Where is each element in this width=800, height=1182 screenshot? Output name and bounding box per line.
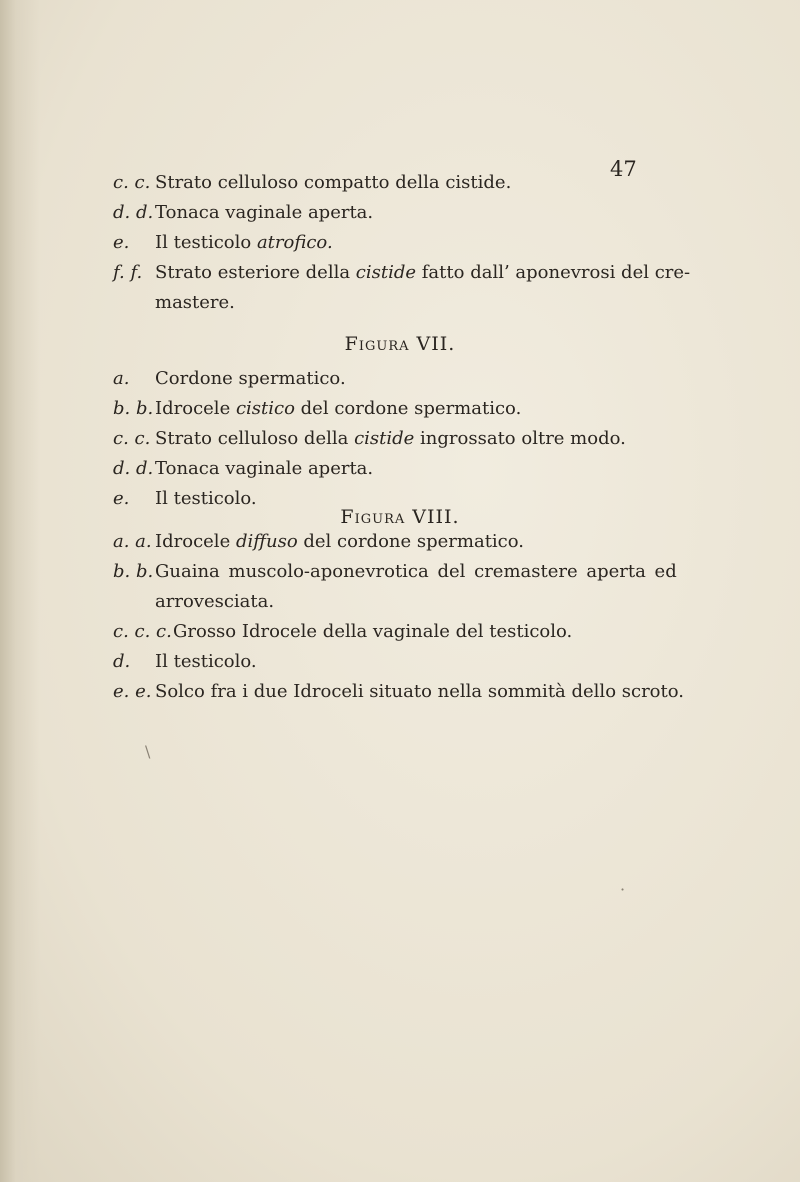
legend-item bbox=[113, 454, 753, 484]
legend-label: c. c. c. bbox=[113, 621, 172, 642]
scan-speck: · bbox=[620, 880, 626, 899]
legend-label: d. d. bbox=[113, 458, 154, 479]
legend-text: Il testicolo atrofico. bbox=[155, 232, 333, 253]
legend-list-figura-viii bbox=[113, 527, 793, 707]
legend-text: Il testicolo. bbox=[155, 488, 257, 509]
legend-text: Strato celluloso compatto della cistide. bbox=[155, 172, 512, 193]
legend-list-figura-vii bbox=[113, 364, 753, 514]
legend-text: Tonaca vaginale aperta. bbox=[155, 458, 374, 479]
legend-label: b. b. bbox=[113, 398, 154, 419]
legend-item bbox=[113, 168, 753, 198]
legend-item bbox=[113, 677, 793, 707]
legend-item bbox=[113, 198, 753, 228]
page-number: 47 bbox=[610, 157, 637, 181]
figure-heading: Figura VII. bbox=[344, 333, 456, 355]
legend-text: Strato esteriore della cistide fatto dall’ aponevrosi del cre- bbox=[155, 262, 691, 283]
legend-item bbox=[113, 258, 753, 288]
scan-speck: \ bbox=[145, 742, 151, 761]
legend-label: e. bbox=[113, 232, 130, 253]
legend-continuation: arrovesciata. bbox=[155, 591, 275, 612]
legend-text: Idrocele diffuso del cordone spermatico. bbox=[155, 531, 525, 552]
legend-text: Tonaca vaginale aperta. bbox=[155, 202, 374, 223]
legend-item bbox=[113, 394, 753, 424]
legend-item bbox=[113, 364, 753, 394]
legend-text: Solco fra i due Idroceli situato nella sommità dello scroto. bbox=[155, 681, 684, 702]
legend-continuation: mastere. bbox=[155, 292, 235, 313]
page-edge-shadow bbox=[0, 0, 40, 1182]
legend-label: a. bbox=[113, 368, 130, 389]
legend-item bbox=[113, 617, 793, 647]
legend-item bbox=[113, 527, 793, 557]
legend-item bbox=[113, 557, 793, 587]
legend-text: Grosso Idrocele della vaginale del testicolo. bbox=[173, 621, 573, 642]
legend-item bbox=[113, 228, 753, 258]
legend-label: e. bbox=[113, 488, 130, 509]
legend-text: Idrocele cistico del cordone spermatico. bbox=[155, 398, 522, 419]
legend-label: f. f. bbox=[113, 262, 143, 283]
legend-text: Cordone spermatico. bbox=[155, 368, 346, 389]
legend-label: a. a. bbox=[113, 531, 152, 552]
legend-label: d. d. bbox=[113, 202, 154, 223]
figure-heading: Figura VIII. bbox=[340, 506, 460, 528]
legend-label: d. bbox=[113, 651, 131, 672]
legend-item bbox=[113, 424, 753, 454]
legend-text: Il testicolo. bbox=[155, 651, 257, 672]
legend-label: c. c. bbox=[113, 428, 151, 449]
legend-label: e. e. bbox=[113, 681, 152, 702]
legend-item bbox=[113, 647, 793, 677]
legend-list-top bbox=[113, 168, 753, 318]
legend-text: Strato celluloso della cistide ingrossato oltre modo. bbox=[155, 428, 626, 449]
legend-text: Guaina muscolo-aponevrotica del cremastere aperta ed bbox=[155, 561, 677, 582]
legend-label: c. c. bbox=[113, 172, 151, 193]
legend-label: b. b. bbox=[113, 561, 154, 582]
